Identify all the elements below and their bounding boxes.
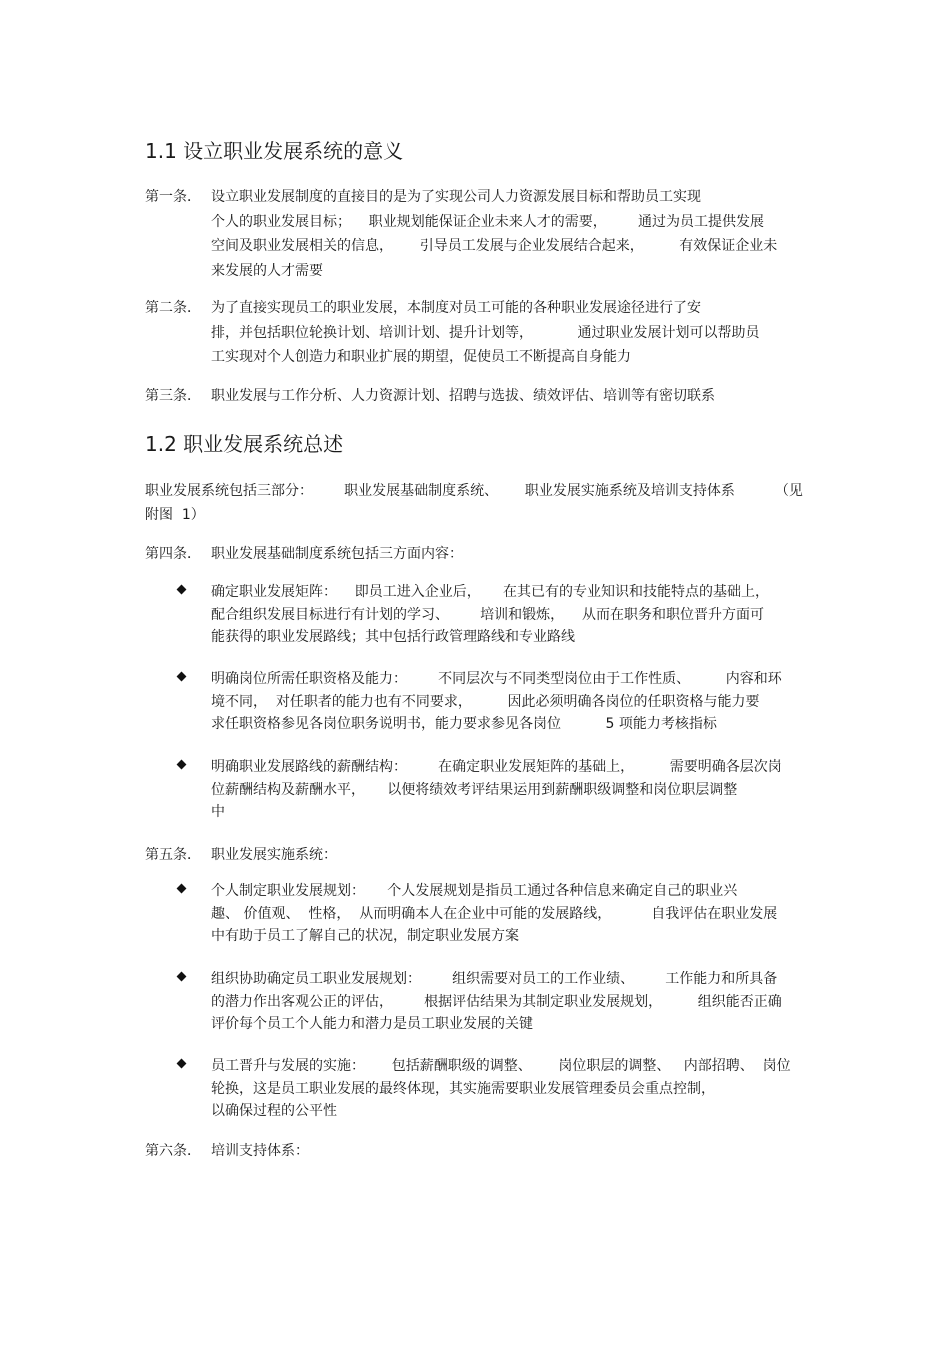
diamond-bullet-icon xyxy=(177,672,187,682)
list-item xyxy=(178,968,810,1036)
article-5-label: 第五条． xyxy=(145,847,201,863)
article-3-text: 职业发展与工作分析、人力资源计划、招聘与选拔、绩效评估、培训等有密切联系 xyxy=(211,388,715,404)
list-item-text: 个人制定职业发展规划： 个人发展规划是指员工通过各种信息来确定自己的职业兴 趣、 价值观、 性格， 从而明确本人在企业中可能的发展路线， 自我评估在职业发展 中有助于员工了解自己的状况，制定职业发展方案 xyxy=(211,883,778,945)
section-heading-1-1: 1.1 设立职业发展系统的意义 xyxy=(145,139,404,163)
article-4-label: 第四条． xyxy=(145,546,201,562)
article-6 xyxy=(145,1139,810,1164)
section-heading-1-2: 1.2 职业发展系统总述 xyxy=(145,432,344,456)
list-item-text: 员工晋升与发展的实施： 包括薪酬职级的调整、 岗位职层的调整、 内部招聘、 岗位 轮换，这是员工职业发展的最终体现，其实施需要职业发展管理委员会重点控制， 以确保过程的公平性 xyxy=(211,1058,791,1120)
article-1-label: 第一条． xyxy=(145,189,201,205)
list-item-text: 明确岗位所需任职资格及能力： 不同层次与不同类型岗位由于工作性质、 内容和环 境不同， 对任职者的能力也有不同要求， 因此必须明确各岗位的任职资格与能力要 求任职资格参见各岗位职务说明书，能力要求参见各岗位 5 项能力考核指标 xyxy=(211,671,782,733)
article-5 xyxy=(145,843,810,868)
article-5-text: 职业发展实施系统： xyxy=(211,847,337,863)
article-6-text: 培训支持体系： xyxy=(211,1143,309,1159)
article-1 xyxy=(145,185,810,283)
overview-paragraph: 职业发展系统包括三部分： 职业发展基础制度系统、 职业发展实施系统及培训支持体系 （见 附图 1） xyxy=(145,483,803,523)
list-item xyxy=(178,668,810,736)
article-2 xyxy=(145,296,810,370)
article-3-label: 第三条． xyxy=(145,388,201,404)
diamond-bullet-icon xyxy=(177,760,187,770)
article-4-text: 职业发展基础制度系统包括三方面内容： xyxy=(211,546,463,562)
list-item xyxy=(178,1055,810,1123)
diamond-bullet-icon xyxy=(177,1059,187,1069)
article-1-text: 设立职业发展制度的直接目的是为了实现公司人力资源发展目标和帮助员工实现 个人的职业发展目标； 职业规划能保证企业未来人才的需要， 通过为员工提供发展 空间及职业发展相关的信息， 引导员工发展与企业发展结合起来， 有效保证企业未 来发展的人才需要 xyxy=(211,189,778,279)
diamond-bullet-icon xyxy=(177,884,187,894)
list-item-text: 组织协助确定员工职业发展规划： 组织需要对员工的工作业绩、 工作能力和所具备 的潜力作出客观公正的评估， 根据评估结果为其制定职业发展规划， 组织能否正确 评价每个员工个人能力和潜力是员工职业发展的关键 xyxy=(211,971,782,1033)
list-item xyxy=(178,756,810,824)
list-item xyxy=(178,880,810,948)
list-item-text: 确定职业发展矩阵： 即员工进入企业后， 在其已有的专业知识和技能特点的基础上， 配合组织发展目标进行有计划的学习、 培训和锻炼， 从而在职务和职位晋升方面可 能获得的职业发展路线；其中包括行政管理路线和专业路线 xyxy=(211,584,770,646)
diamond-bullet-icon xyxy=(177,972,187,982)
diamond-bullet-icon xyxy=(177,585,187,595)
article-3 xyxy=(145,384,810,409)
list-item xyxy=(178,581,810,649)
list-item-text: 明确职业发展路线的薪酬结构： 在确定职业发展矩阵的基础上， 需要明确各层次岗 位薪酬结构及薪酬水平， 以便将绩效考评结果运用到薪酬职级调整和岗位职层调整 中 xyxy=(211,759,782,821)
article-6-label: 第六条． xyxy=(145,1143,201,1159)
article-4 xyxy=(145,542,810,567)
article-2-label: 第二条． xyxy=(145,300,201,316)
article-2-text: 为了直接实现员工的职业发展，本制度对员工可能的各种职业发展途径进行了安 排，并包括职位轮换计划、培训计划、提升计划等， 通过职业发展计划可以帮助员 工实现对个人创造力和职业扩展的期望，促使员工不断提高自身能力 xyxy=(211,300,760,365)
